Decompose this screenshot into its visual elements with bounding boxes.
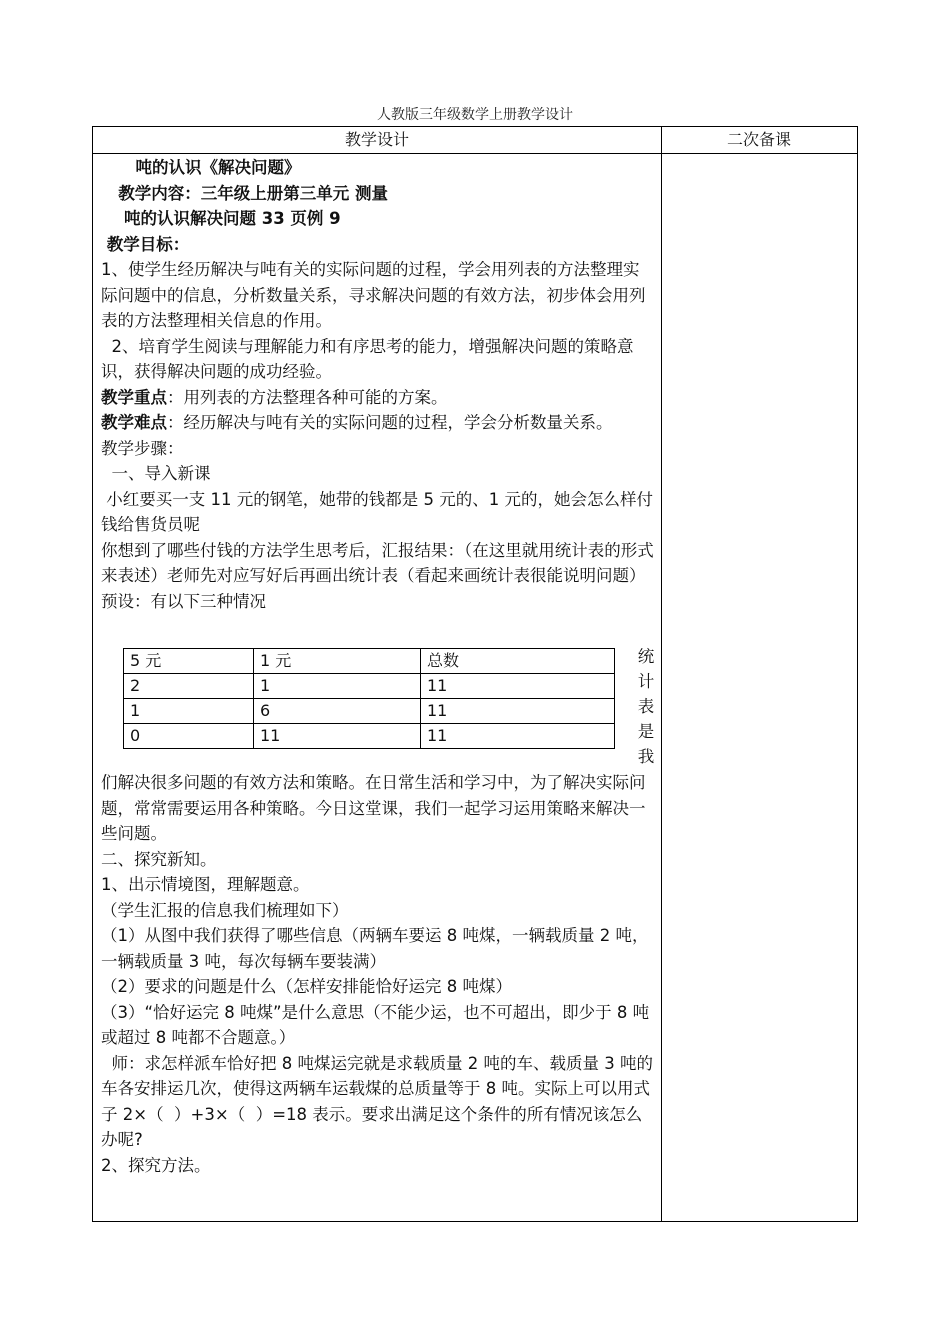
line-text: 1、使学生经历解决与吨有关的实际问题的过程，学会用列表的方法整理实 xyxy=(101,260,640,279)
table-cell: 11 xyxy=(421,674,615,699)
vertical-char: 我 xyxy=(637,747,655,766)
line-text: 预设：有以下三种情况 xyxy=(101,591,266,611)
table-header-cell: 总数 xyxy=(421,649,615,674)
table-cell: 2 xyxy=(124,674,254,699)
line-text: 教学目标： xyxy=(101,234,190,254)
table-row xyxy=(124,674,615,699)
line-text: 教学步骤： xyxy=(101,438,184,458)
column-header-teaching-design: 教学设计 xyxy=(344,130,409,149)
text-line: （2）要求的问题是什么（怎样安排能恰好运完 8 吨煤） xyxy=(101,977,512,996)
spacer xyxy=(101,614,657,639)
table-cell: 11 xyxy=(254,724,421,749)
table-row xyxy=(124,699,615,724)
line-text: 吨的认识《解决问题》 xyxy=(101,158,301,177)
stat-table xyxy=(123,648,615,749)
lesson-table xyxy=(92,126,858,1222)
text-line xyxy=(101,410,657,436)
text-line xyxy=(101,232,657,258)
vertical-char: 计 xyxy=(637,672,655,691)
line-text: 2、培育学生阅读与理解能力和有序思考的能力，增强解决问题的策略意识，获得解决问题的成功经验。 xyxy=(101,336,634,381)
line-text: 一、导入新课 xyxy=(101,464,211,483)
table-header-row xyxy=(124,649,615,674)
line-text: 你想到了哪些付钱的方法学生思考后，汇报结果：（在这里就用统计表的形式来表述）老师先对应写好后再画出统计表（看起来画统计表很能说明问题） xyxy=(101,540,654,585)
table-cell: 6 xyxy=(254,699,421,724)
bold-label: 教学重点 xyxy=(101,387,167,407)
lesson-content xyxy=(101,155,657,1178)
text-line xyxy=(101,589,657,615)
line-text: ：经历解决与吨有关的实际问题的过程，学会分析数量关系。 xyxy=(167,413,613,432)
table-header-cell: 1 元 xyxy=(254,649,421,674)
header-divider xyxy=(93,153,857,154)
text-line: （学生汇报的信息我们梳理如下） xyxy=(101,900,349,920)
text-line xyxy=(101,436,657,462)
text-line xyxy=(101,155,657,181)
table-cell: 1 xyxy=(254,674,421,699)
text-line xyxy=(101,181,657,207)
text-line xyxy=(101,538,657,589)
table-cell: 11 xyxy=(421,724,615,749)
line-text: 教学内容：三年级上册第三单元 测量 xyxy=(101,183,388,203)
line-text: 小红要买一支 11 元的钢笔，她带的钱都是 5 元的、1 元的，她会怎么样付钱给售货员呢 xyxy=(101,489,653,534)
table-cell: 0 xyxy=(124,724,254,749)
vertical-char: 是 xyxy=(637,722,655,741)
vertical-char: 表 xyxy=(637,697,655,716)
line-text: 际问题中的信息，分析数量关系，寻求解决问题的有效方法，初步体会用列表的方法整理相关信息的作用。 xyxy=(101,285,646,330)
table-header-cell: 5 元 xyxy=(124,649,254,674)
line-text: 吨的认识解决问题 33 页例 9 xyxy=(101,209,341,228)
vertical-char: 统 xyxy=(637,647,655,666)
table-cell: 1 xyxy=(124,699,254,724)
bold-label: 教学难点 xyxy=(101,413,167,432)
column-header-second-prep: 二次备课 xyxy=(726,130,791,149)
text-line: 2、探究方法。 xyxy=(101,1155,211,1175)
text-line xyxy=(101,283,657,334)
page-header: 人教版三年级数学上册教学设计 xyxy=(377,107,573,123)
stat-table-block xyxy=(101,644,657,770)
text-line: 师：求怎样派车恰好把 8 吨煤运完就是求载质量 2 吨的车、载质量 3 吨的车各安排运几次，使得这两辆车运载煤的总质量等于 8 吨。实际上可以用式子 2×（ ）+3×（ ）=18 表示。要求出满足这个条件的所有情况该怎么办呢? xyxy=(101,1053,653,1149)
text-line: 二、探究新知。 xyxy=(101,849,217,869)
text-line: 们解决很多问题的有效方法和策略。在日常生活和学习中，为了解决实际问题，常常需要运用各种策略。今日这堂课，我们一起学习运用策略来解决一些问题。 xyxy=(101,773,646,843)
text-line xyxy=(101,334,657,385)
column-divider xyxy=(661,127,662,1221)
text-line xyxy=(101,385,657,411)
table-cell: 11 xyxy=(421,699,615,724)
text-line xyxy=(101,461,657,487)
text-line xyxy=(101,206,657,232)
lesson-body xyxy=(101,770,657,1178)
text-line: （3）“恰好运完 8 吨煤”是什么意思（不能少运，也不可超出，即少于 8 吨或超过 8 吨都不合题意。） xyxy=(101,1002,650,1047)
line-text: ：用列表的方法整理各种可能的方案。 xyxy=(167,387,448,407)
lesson-intro xyxy=(101,155,657,614)
text-line xyxy=(101,257,657,283)
text-line xyxy=(101,487,657,538)
text-line: （1）从图中我们获得了哪些信息（两辆车要运 8 吨煤，一辆载质量 2 吨，一辆载质量 3 吨，每次每辆车要装满） xyxy=(101,926,649,971)
vertical-text xyxy=(635,644,657,769)
table-row xyxy=(124,724,615,749)
text-line: 1、出示情境图，理解题意。 xyxy=(101,875,310,894)
